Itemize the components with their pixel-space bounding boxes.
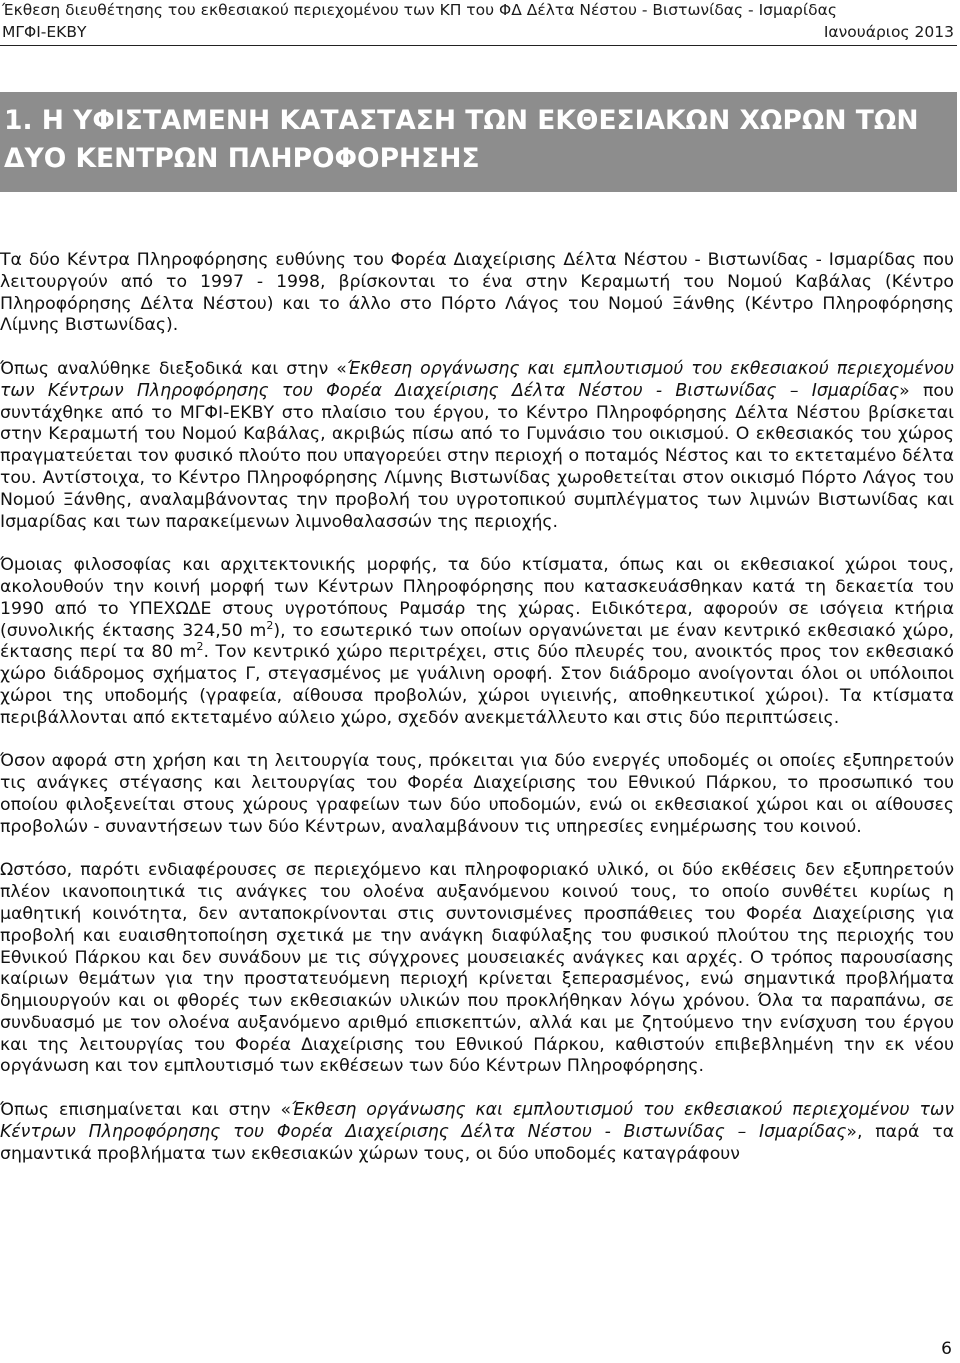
header-date: Ιανουάριος 2013 — [823, 23, 954, 41]
section-title-line-1: 1. Η ΥΦΙΣΤΑΜΕΝΗ ΚΑΤΑΣΤΑΣΗ ΤΩΝ ΕΚΘΕΣΙΑΚΩΝ ΧΩΡΩΝ ΤΩΝ — [4, 105, 919, 136]
paragraph-3 — [0, 555, 954, 729]
paragraph-2-report-title: Έκθεση οργάνωσης και εμπλουτισμού του εκθεσιακού περιεχομένου των Κέντρων Πληροφόρησης του Φορέα Διαχείρισης Δέλτα Νέστου - Βιστωνίδας – Ισμαρίδας — [0, 358, 954, 401]
paragraph-6-report-title: Έκθεση οργάνωσης και εμπλουτισμού του εκθεσιακού περιεχομένου των Κέντρων Πληροφόρησης του Φορέα Διαχείρισης Δέλτα Νέστου - Βιστωνίδας – Ισμαρίδας — [0, 1100, 954, 1142]
paragraph-3-text-b: ), το εσωτερικό των οποίων οργανώνεται με έναν κεντρικό εκθεσιακό χώρο, έκτασης περί τα 80 m — [0, 620, 954, 663]
paragraph-6-text-a: Όπως επισημαίνεται και στην « — [0, 1100, 292, 1121]
section-title-line-2: ΔΥΟ ΚΕΝΤΡΩΝ ΠΛΗΡΟΦΟΡΗΣΗΣ — [4, 143, 480, 174]
paragraph-4: Όσον αφορά στη χρήση και τη λειτουργία τους, πρόκειται για δύο ενεργές υποδομές οι οποίες εξυπηρετούν τις ανάγκες στέγασης και λειτουργίας του Φορέα Διαχείρισης του Εθνικού Πάρκου, το προσωπικό του οποίου φιλοξενείται στους χώρους γραφείων των δύο υποδομών, ενώ οι εκθεσιακοί χώροι και οι αίθουσες προβολών - συναντήσεων των δύο Κέντρων, αναλαμβάνουν τις υπηρεσίες ενημέρωσης του κοινού. — [0, 751, 954, 837]
running-header-meta — [2, 22, 954, 42]
paragraph-2-text-a: Όπως αναλύθηκε διεξοδικά και στην « — [0, 358, 347, 379]
paragraph-2-text-b: » που συντάχθηκε από το ΜΓΦΙ-ΕΚΒΥ στο πλαίσιο του έργου, το Κέντρο Πληροφόρησης Δέλτα Νέστου βρίσκεται στην Κεραμωτή του Νομού Καβάλας, ακριβώς πίσω από το Γυμνάσιο του οικισμού. Ο εκθεσιακός του χώρος πραγματεύεται τον φυσικό πλούτο που υπαγορεύει στην περιοχή ο ποταμός Νέστος και το εκτεταμένο δέλτα του. Αντίστοιχα, το Κέντρο Πληροφόρησης Λίμνης Βιστωνίδας χωροθετείται στον οικισμό Πόρτο Λάγος του Νομού Ξάνθης, αναλαμβάνοντας την προβολή του υγροτοπικού συμπλέγματος των λιμνών Βιστωνίδας και Ισμαρίδας και των παρακείμενων λιμνοθαλασσών της περιοχής. — [0, 380, 954, 532]
paragraph-3-text-a: Όμοιας φιλοσοφίας και αρχιτεκτονικής μορφής, τα δύο κτίσματα, όπως και οι εκθεσιακοί χώροι τους, ακολουθούν την κοινή μορφή των Κέντρων Πληροφόρησης που κατασκευάσθηκαν κατά τη δεκαετία του 1990 από το ΥΠΕΧΩΔΕ στους υγροτόπους Ραμσάρ της χώρας. Ειδικότερα, αφορούν σε ισόγεια κτήρια (συνολικής έκτασης 324,50 m — [0, 555, 954, 641]
section-heading-banner — [0, 92, 957, 192]
paragraph-1: Τα δύο Κέντρα Πληροφόρησης ευθύνης του Φορέα Διαχείρισης Δέλτα Νέστου - Βιστωνίδας - Ισμαρίδας που λειτουργούν από το 1997 - 1998, βρίσκονται το ένα στην Κεραμωτή του Νομού Καβάλας (Κέντρο Πληροφόρησης Δέλτα Νέστου) και το άλλο στο Πόρτο Λάγος του Νομού Ξάνθης (Κέντρο Πληροφόρησης Λίμνης Βιστωνίδας). — [0, 250, 954, 336]
paragraph-6 — [0, 1100, 954, 1165]
page-number: 6 — [941, 1339, 952, 1359]
document-body — [0, 250, 954, 1187]
superscript-squared-2: 2 — [196, 640, 204, 654]
superscript-squared-1: 2 — [266, 618, 274, 632]
paragraph-3-text-c: . Τον κεντρικό χώρο περιτρέχει, στις δύο πλευρές του, ανοικτός προς τον εκθεσιακό χώρο διάδρομος σχήματος Γ, στεγασμένος με γυάλινη οροφή. Στον διάδρομο ανοίγονται όλοι οι υπόλοιποι χώροι της υποδομής (γραφεία, αίθουσα προβολών, χώροι υγιεινής, αποθηκευτικοί χώροι). Τα κτίσματα περιβάλλονται από εκτεταμένο αύλειο χώρο, σχεδόν ανεκμετάλλευτο και στις δύο περιπτώσεις. — [0, 642, 954, 728]
paragraph-5: Ωστόσο, παρότι ενδιαφέρουσες σε περιεχόμενο και πληροφοριακό υλικό, οι δύο εκθέσεις δεν εξυπηρετούν πλέον ικανοποιητικά τις ανάγκες του ολοένα αυξανόμενου κοινού τους, το οποίο συνθέτει κυρίως η μαθητική κοινότητα, δεν ανταποκρίνονται στις συντονισμένες προσπάθειες του Φορέα Διαχείρισης για προβολή και ευαισθητοποίηση σχετικά με την ανάγκη διαφύλαξης του φυσικού πλούτου της περιοχής του Εθνικού Πάρκου και δεν συνάδουν με τις σύγχρονες μουσειακές ανάγκες και αρχές. Ο τρόπος παρουσίασης καίριων θεμάτων για την προστατευόμενη περιοχή κρίνεται ξεπερασμένος, ενώ σημαντικά προβλήματα δημιουργούν και οι φθορές των εκθεσιακών υλικών που προκλήθηκαν λόγω χρόνου. Όλα τα παραπάνω, σε συνδυασμό με τον ολοένα αυξανόμενο αριθμό επισκεπτών, αλλά και με ζητούμενο την ενίσχυση του έργου και της λειτουργίας του Φορέα Διαχείρισης του Εθνικού Πάρκου, καθιστούν επιβεβλημένη την εκ νέου οργάνωση και τον εμπλουτισμό των εκθέσεων των δύο Κέντρων Πληροφόρησης. — [0, 860, 954, 1077]
header-divider — [0, 45, 957, 46]
paragraph-2 — [0, 359, 954, 533]
running-header-title: Έκθεση διευθέτησης του εκθεσιακού περιεχομένου των ΚΠ του ΦΔ Δέλτα Νέστου - Βιστωνίδας - Ισμαρίδας — [2, 1, 837, 19]
header-organization: ΜΓΦΙ-ΕΚΒΥ — [2, 23, 87, 41]
paragraph-6-text-b: », παρά τα σημαντικά προβλήματα των εκθεσιακών χώρων τους, οι δύο υποδομές καταγράφουν — [0, 1121, 954, 1164]
